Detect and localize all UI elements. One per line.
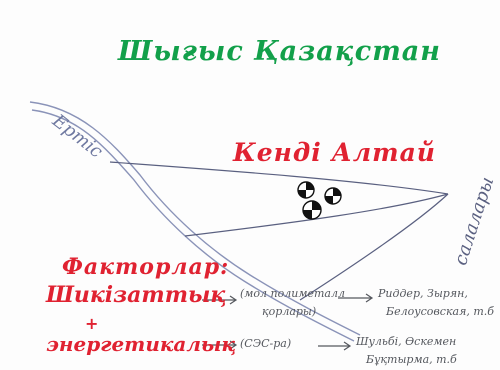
river-label: Ертіс — [48, 110, 107, 163]
ore-reserves-note-cont: қорлары) — [262, 305, 317, 318]
ore-deposit-icon — [325, 188, 341, 204]
raw-material-factor: Шикізаттық — [46, 282, 226, 308]
arrow-icon — [318, 342, 350, 350]
ore-deposit-icon — [298, 182, 314, 198]
ranges-label: салалары — [450, 174, 499, 268]
hydropower-sites-note-cont: Бұқтырма, т.б — [366, 353, 457, 366]
plus-sign: + — [85, 314, 99, 333]
mining-cities-note-cont: Белоусовская, т.б — [386, 305, 494, 318]
hydropower-note: (СЭС-ра) — [240, 337, 292, 350]
factors-heading: Факторлар: — [62, 254, 230, 280]
ore-deposit-icon — [303, 201, 321, 219]
ore-reserves-note: (мол полиметалл — [240, 287, 345, 300]
region-label: Кенді Алтай — [233, 138, 436, 167]
mining-cities-note: Риддер, Зырян, — [378, 287, 468, 300]
page-title: Шығыс Қазақстан — [118, 36, 441, 67]
hydropower-sites-note: Шульбі, Өскемен — [356, 335, 457, 348]
energy-factor: энергетикалық — [46, 332, 236, 356]
